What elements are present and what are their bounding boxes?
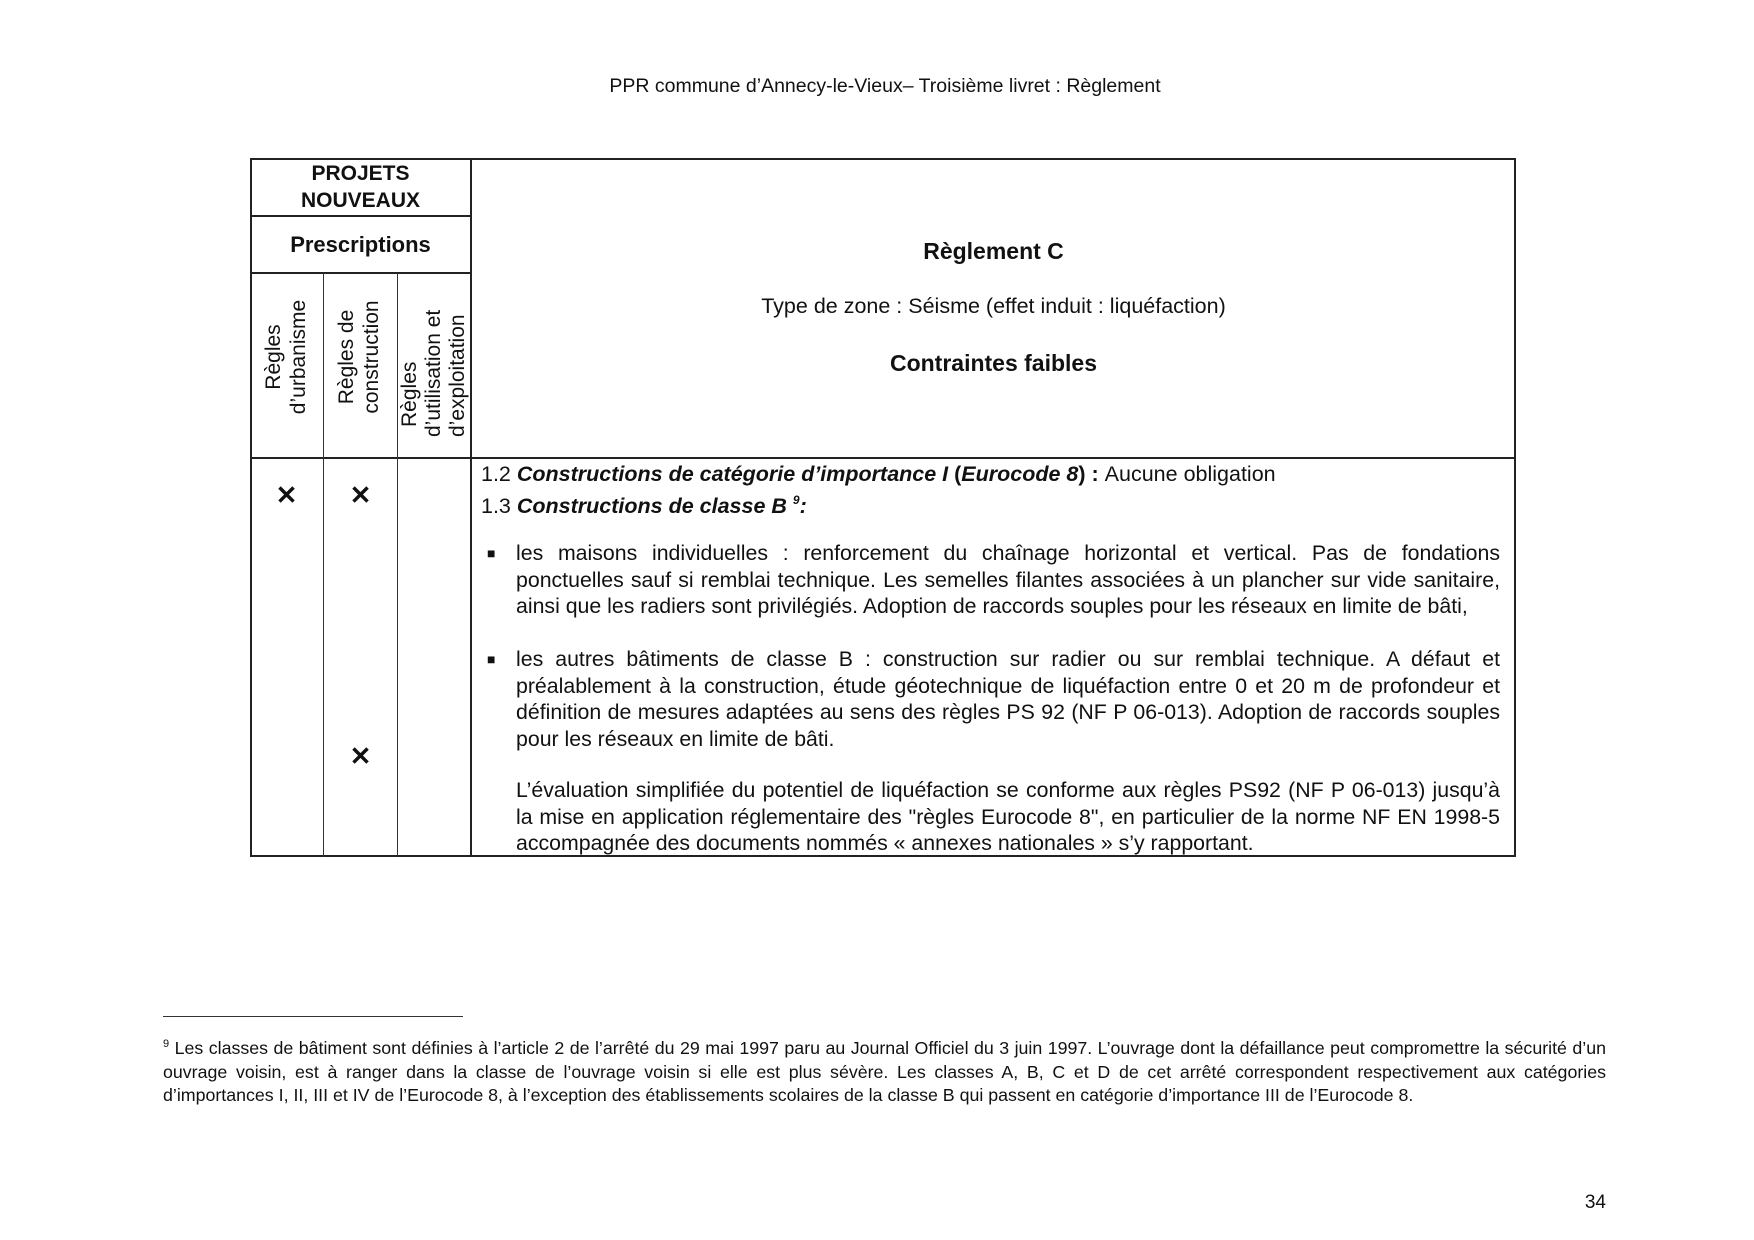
running-header: PPR commune d’Annecy-le-Vieux– Troisième livret : Règlement (609, 75, 1161, 97)
punctuation: ( (948, 462, 962, 486)
item-reference: Eurocode 8 (961, 462, 1079, 486)
column-header-line: Règles de (335, 309, 358, 405)
footnote-number: 9 (163, 1038, 170, 1050)
reglement-title: Règlement C (923, 238, 1064, 264)
table-divider (250, 272, 471, 274)
bullet-item (487, 540, 1500, 620)
page-number: 34 (1584, 1192, 1606, 1213)
bullet-text: les autres bâtiments de classe B : construction sur radier ou sur remblai technique. A défaut et préalablement à la construction, étude géotechnique de liquéfaction entre 0 et 20 m de profondeur et définition de mesures adaptées au sens des règles PS 92 (NF P 06-013). Adoption de raccords souples pour les réseaux en limite de bâti. (516, 647, 1500, 751)
constraint-level: Contraintes faibles (889, 350, 1098, 376)
column-header-line: d’utilisation et (422, 309, 445, 437)
column-header-urbanisme (261, 282, 311, 432)
heading-line: NOUVEAUX (300, 189, 421, 212)
item-value: Aucune obligation (1104, 462, 1276, 486)
item-1-2 (481, 461, 1276, 488)
column-header-line: construction (360, 300, 383, 414)
zone-type: Type de zone : Séisme (effet induit : liquéfaction) (761, 294, 1226, 318)
check-mark-icon: ✕ (349, 741, 372, 771)
projets-nouveaux-heading (250, 160, 471, 214)
square-bullet-icon: ■ (487, 651, 496, 667)
bullet-item (487, 646, 1500, 752)
table-divider (250, 215, 471, 217)
column-header-line: Règles (262, 324, 285, 390)
item-title: Constructions de classe B (516, 494, 793, 518)
footnote-ref: 9 (792, 493, 800, 507)
column-header-line: d’exploitation (446, 314, 469, 437)
footnote-separator (163, 1016, 463, 1017)
column-header-line: Règles (398, 361, 421, 427)
footnote (163, 1033, 1606, 1108)
prescriptions-heading: Prescriptions (290, 232, 431, 257)
bullet-text: les maisons individuelles : renforcement du chaînage horizontal et vertical. Pas de fondations ponctuelles sauf si remblai technique. Les semelles filantes associées à un plancher sur vide sanitaire, ainsi que les radiers sont privilégiés. Adoption de raccords souples pour les réseaux en limite de bâti, (516, 541, 1500, 619)
punctuation: : (799, 494, 807, 518)
closing-paragraph: L’évaluation simplifiée du potentiel de liquéfaction se conforme aux règles PS92 (NF P 06-013) jusqu’à la mise en application réglementaire des "règles Eurocode 8", en particulier de la norme NF EN 1998-5 accompagnée des documents nommés « annexes nationales » s’y rapportant. (516, 778, 1500, 856)
check-mark-icon: ✕ (349, 480, 372, 510)
column-header-line: d’urbanisme (287, 299, 310, 415)
item-1-3 (481, 487, 807, 520)
column-header-utilisation (398, 297, 470, 437)
item-number: 1.2 (481, 462, 517, 486)
table-divider (250, 457, 1516, 459)
square-bullet-icon: ■ (487, 545, 496, 561)
item-title: Constructions de catégorie d’importance I (516, 462, 949, 486)
column-header-construction (334, 282, 384, 432)
check-mark-icon: ✕ (275, 480, 298, 510)
item-number: 1.3 (481, 494, 517, 518)
punctuation: ) : (1078, 462, 1105, 486)
heading-line: PROJETS (311, 162, 410, 185)
footnote-text: Les classes de bâtiment sont définies à l’article 2 de l’arrêté du 29 mai 1997 paru au Journal Officiel du 3 juin 1997. L’ouvrage dont la défaillance peut compromettre la sécurité d’un ouvrage voisin, est à ranger dans la classe de l’ouvrage voisin si elle est plus sévère. Les classes A, B, C et D de cet arrêté correspondent respectivement aux catégories d’importances I, II, III et IV de l’Eurocode 8, à l’exception des établissements scolaires de la classe B qui passent en catégorie d’importance III de l’Eurocode 8. (163, 1038, 1606, 1105)
